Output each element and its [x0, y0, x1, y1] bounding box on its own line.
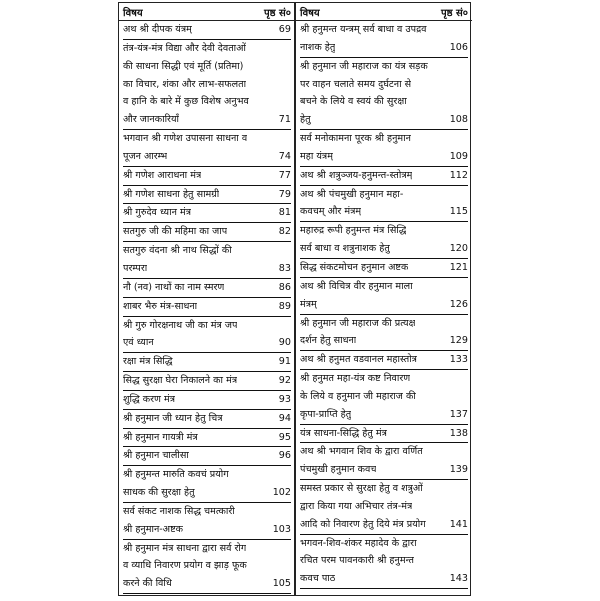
right-subject-header: विषय	[300, 7, 320, 19]
toc-entry-title: सर्व बाधा व शत्रुनाशक हेतु	[300, 243, 390, 255]
toc-entry-title: श्री हनुमत महा-यंत्र कष्ट निवारण	[300, 373, 411, 385]
toc-entry-page	[452, 535, 468, 553]
toc-entry-page	[452, 480, 468, 498]
toc-entry-title: रक्षा मंत्र सिद्धि	[123, 356, 173, 368]
toc-entry-title: साधक की सुरक्षा हेतु	[123, 487, 195, 499]
toc-entry-title: की साधना सिद्धी एवं मूर्ति (प्रतिमा)	[123, 60, 244, 72]
toc-entry-page	[452, 76, 468, 94]
toc-entry-page: 94	[278, 412, 291, 424]
toc-entry-row	[300, 516, 468, 535]
toc-entry-title: महा यंत्रम्	[300, 150, 333, 162]
toc-entry-title: तंत्र-यंत्र-मंत्र विद्या और देवी देवताओं	[123, 42, 246, 54]
toc-entry-title: पूजन आरम्भ	[123, 150, 168, 162]
toc-entry-row	[300, 461, 468, 480]
toc-entry-title: अथ श्री विचित्र वीर हनुमान माला	[300, 280, 413, 292]
toc-entry-page	[452, 130, 468, 148]
toc-entry-page	[452, 498, 468, 516]
toc-entry-row	[123, 575, 291, 594]
toc-entry-page: 141	[449, 518, 468, 530]
toc-entry-row	[300, 76, 468, 94]
toc-entry-row	[123, 40, 291, 58]
toc-entry-page: 93	[278, 393, 291, 405]
toc-entry-title: यंत्र साधना-सिद्धि हेतु मंत्र	[300, 427, 387, 439]
toc-entry-row	[300, 406, 468, 425]
toc-entry-row	[300, 39, 468, 58]
toc-entry-title: कवचम् और मंत्रम्	[300, 206, 362, 218]
toc-entry-title: श्री हनुमान-अष्टक	[123, 523, 184, 535]
toc-entry-title: व व्याधि निवारण प्रयोग व झाड़ फूक	[123, 560, 247, 572]
toc-entry-row	[300, 351, 468, 370]
toc-entry-row	[300, 278, 468, 296]
toc-entry-row	[123, 167, 291, 186]
toc-entry-row	[123, 317, 291, 335]
table-of-contents	[118, 2, 471, 596]
toc-entry-row	[123, 21, 291, 40]
toc-entry-row	[300, 259, 468, 278]
toc-entry-title: श्री हनुमन्त यन्त्रम् सर्व बाधा व उपद्रव	[300, 24, 427, 35]
toc-entry-page	[275, 58, 291, 76]
toc-entry-page	[452, 388, 468, 406]
toc-entry-title: नौ (नव) नाथों का नाम स्मरण	[123, 281, 225, 293]
toc-entry-title: बचने के लिये व स्वयं की सुरक्षा	[300, 96, 407, 108]
toc-entry-title: भगवन-शिव-शंकर महादेव के द्वारा	[300, 537, 417, 549]
toc-entry-title: दर्शन हेतु साधना	[300, 335, 357, 347]
toc-entry-title: अथ श्री हनुमत वडवानल महास्तोत्र	[300, 354, 417, 366]
toc-entry-title: सर्व मनोकामना पूरक श्री हनुमान	[300, 133, 411, 145]
toc-entry-title: श्री हनुमान गायत्री मंत्र	[123, 431, 198, 443]
toc-entry-page	[452, 58, 468, 76]
toc-entry-page: 96	[278, 450, 291, 462]
toc-entry-row	[300, 240, 468, 259]
toc-entry-page	[275, 540, 291, 558]
toc-entry-page	[452, 186, 468, 204]
toc-entry-title: कृपा-प्राप्ति हेतु	[300, 408, 352, 420]
toc-entry-page	[275, 76, 291, 94]
toc-entry-title: सतगुरु जी की महिमा का जाप	[123, 226, 228, 238]
toc-entry-title: श्री हनुमान जी ध्यान हेतु चित्र	[123, 412, 223, 424]
toc-entry-title: पंचमुखी हनुमान कवच	[300, 464, 377, 476]
toc-entry-page: 133	[449, 354, 468, 366]
toc-entry-row	[123, 372, 291, 391]
toc-entry-row	[123, 204, 291, 223]
toc-entry-page: 69	[278, 24, 291, 35]
toc-entry-title: नाशक हेतु	[300, 41, 336, 53]
toc-entry-row	[300, 535, 468, 553]
toc-entry-title: हेतु	[300, 114, 311, 126]
toc-entry-row	[300, 498, 468, 516]
left-page-header: पृष्ठ सं०	[263, 7, 291, 19]
toc-entry-row	[300, 186, 468, 204]
toc-entry-page	[275, 40, 291, 58]
toc-entry-row	[300, 296, 468, 315]
toc-entry-page	[275, 503, 291, 521]
toc-entry-title: एवं ध्यान	[123, 337, 154, 349]
toc-entry-row	[300, 167, 468, 186]
toc-entry-page: 77	[278, 169, 291, 181]
toc-entry-title: अथ श्री भगवान शिव के द्वारा वर्णित	[300, 446, 423, 458]
toc-entry-title: श्री गणेश आराधना मंत्र	[123, 169, 202, 181]
toc-entry-row	[123, 429, 291, 448]
toc-entry-title: कवच पाठ	[300, 573, 336, 585]
toc-entry-page: 102	[272, 487, 291, 499]
toc-entry-title: शुद्धि करण मंत्र	[123, 393, 176, 405]
toc-entry-row	[300, 222, 468, 240]
toc-entry-title: सर्व संकट नाशक सिद्ध चमत्कारी	[123, 505, 235, 517]
toc-entry-page: 121	[449, 261, 468, 273]
toc-entry-page: 143	[449, 573, 468, 585]
toc-entry-page	[452, 93, 468, 111]
toc-entry-page: 71	[278, 114, 291, 126]
toc-entry-page: 105	[272, 578, 291, 590]
toc-entry-row	[123, 93, 291, 111]
toc-entry-row	[300, 552, 468, 570]
toc-entry-page: 86	[278, 281, 291, 293]
toc-entry-page	[452, 278, 468, 296]
toc-entry-title: श्री हनुमन्त मारुति कवचं प्रयोग	[123, 469, 229, 481]
toc-entry-row	[123, 76, 291, 94]
toc-entry-page: 79	[278, 188, 291, 200]
toc-entry-row	[123, 260, 291, 279]
toc-entry-page: 106	[449, 41, 468, 53]
toc-entry-title: श्री हनुमान जी महाराज की प्रत्यक्ष	[300, 317, 416, 329]
toc-entry-title: मंत्रम्	[300, 298, 317, 310]
toc-entry-title: पर वाहन चलाते समय दुर्घटना से	[300, 78, 412, 90]
right-column-header	[296, 3, 472, 21]
toc-entry-title: श्री गुरुदेव ध्यान मंत्र	[123, 207, 192, 219]
toc-entry-row	[123, 503, 291, 521]
toc-entry-page: 90	[278, 337, 291, 349]
toc-entry-title: अथ श्री पंचमुखी हनुमान महा-	[300, 188, 404, 200]
toc-entry-page: 95	[278, 431, 291, 443]
toc-entry-page: 120	[449, 243, 468, 255]
toc-entry-page	[452, 443, 468, 461]
toc-entry-page	[275, 130, 291, 148]
toc-entry-title: के लिये व हनुमान जी महाराज की	[300, 390, 416, 402]
toc-entry-row	[123, 242, 291, 260]
toc-entry-page: 82	[278, 226, 291, 238]
toc-entry-page: 138	[449, 427, 468, 439]
toc-entry-page	[275, 317, 291, 335]
toc-entry-row	[123, 58, 291, 76]
left-column-header	[119, 3, 295, 21]
toc-entry-row	[123, 279, 291, 298]
toc-entry-page: 139	[449, 464, 468, 476]
toc-entry-row	[123, 484, 291, 503]
toc-entry-row	[300, 93, 468, 111]
toc-entry-page: 74	[278, 150, 291, 162]
toc-entry-title: श्री हनुमान चालीसा	[123, 450, 189, 462]
toc-entry-title: अथ श्री शत्रुञ्जय-हनुमन्त-स्तोत्रम्	[300, 169, 413, 181]
toc-entry-title: श्री गणेश साधना हेतु सामग्री	[123, 188, 220, 200]
toc-entry-page: 109	[449, 150, 468, 162]
toc-entry-title: व हानि के बारे में कुछ विशेष अनुभव	[123, 96, 249, 108]
toc-entry-row	[123, 223, 291, 242]
toc-entry-title: करने की विधि	[123, 578, 172, 590]
toc-entry-row	[123, 111, 291, 130]
toc-entry-title: सिद्ध संकटमोचन हनुमान अष्टक	[300, 261, 409, 273]
toc-entry-page	[275, 242, 291, 260]
toc-entry-page: 103	[272, 523, 291, 535]
toc-entry-row	[300, 58, 468, 76]
toc-entry-title: महारुद्र रूपी हनुमन्त मंत्र सिद्धि	[300, 225, 407, 237]
toc-entry-page: 108	[449, 114, 468, 126]
toc-entry-row	[300, 148, 468, 167]
toc-entry-title: शाबर भैरु मंत्र-साधना	[123, 300, 198, 312]
left-subject-header: विषय	[123, 7, 143, 19]
toc-entry-row	[300, 443, 468, 461]
toc-entry-row	[300, 21, 468, 39]
left-column	[119, 3, 295, 595]
toc-entry-title: का विचार, शंका और लाभ-सफलता	[123, 78, 247, 90]
toc-entry-row	[300, 570, 468, 589]
right-page-header: पृष्ठ सं०	[440, 7, 468, 19]
toc-entry-page: 89	[278, 300, 291, 312]
toc-entry-page: 81	[278, 207, 291, 219]
toc-entry-page: 129	[449, 335, 468, 347]
toc-entry-row	[123, 557, 291, 575]
left-entry-list	[119, 21, 295, 594]
toc-entry-row	[123, 410, 291, 429]
toc-entry-page: 92	[278, 375, 291, 387]
toc-entry-row	[123, 130, 291, 148]
toc-entry-page	[452, 370, 468, 388]
toc-entry-page: 137	[449, 408, 468, 420]
toc-entry-title: सिद्ध सुरक्षा घेरा निकालने का मंत्र	[123, 375, 238, 387]
toc-entry-row	[300, 203, 468, 222]
toc-entry-row	[123, 334, 291, 353]
toc-entry-row	[123, 353, 291, 372]
toc-entry-row	[123, 298, 291, 317]
right-entry-list	[296, 21, 472, 589]
toc-entry-row	[123, 148, 291, 167]
toc-entry-page	[452, 21, 468, 39]
toc-entry-row	[300, 130, 468, 148]
toc-entry-row	[123, 540, 291, 558]
toc-entry-title: परम्परा	[123, 262, 148, 274]
toc-entry-page	[275, 466, 291, 484]
toc-entry-title: आदि को निवारण हेतु दिये मंत्र प्रयोग	[300, 518, 426, 530]
toc-entry-page: 115	[449, 206, 468, 218]
toc-entry-row	[300, 370, 468, 388]
toc-entry-title: सतगुरु वंदना श्री नाथ सिद्धों की	[123, 245, 232, 257]
toc-entry-row	[123, 391, 291, 410]
toc-entry-row	[300, 315, 468, 333]
toc-entry-title: रचित परम पावनकारी श्री हनुमन्त	[300, 555, 414, 567]
right-column	[296, 3, 472, 595]
toc-entry-title: समस्त प्रकार से सुरक्षा हेतु व शत्रुओं	[300, 483, 423, 495]
toc-entry-page	[452, 552, 468, 570]
toc-entry-page	[275, 557, 291, 575]
toc-entry-title: और जानकारियाँ	[123, 114, 180, 126]
toc-entry-row	[123, 447, 291, 466]
toc-entry-row	[300, 480, 468, 498]
toc-entry-title: श्री हनुमान जी महाराज का यंत्र सड़क	[300, 60, 428, 72]
toc-entry-page	[452, 315, 468, 333]
toc-entry-page: 112	[449, 169, 468, 181]
toc-entry-title: द्वारा किया गया अभिचार तंत्र-मंत्र	[300, 500, 413, 512]
toc-entry-row	[300, 425, 468, 444]
toc-entry-title: श्री गुरु गोरक्षनाथ जी का मंत्र जप	[123, 319, 238, 331]
toc-entry-title: अथ श्री दीपक यंत्रम्	[123, 24, 192, 35]
toc-entry-row	[300, 111, 468, 130]
toc-entry-page: 91	[278, 356, 291, 368]
toc-entry-page: 126	[449, 298, 468, 310]
toc-entry-page	[452, 222, 468, 240]
toc-entry-row	[300, 332, 468, 351]
toc-entry-title: भगवान श्री गणेश उपासना साधना व	[123, 133, 248, 145]
toc-entry-page: 83	[278, 262, 291, 274]
toc-entry-row	[123, 466, 291, 484]
toc-entry-row	[123, 521, 291, 540]
toc-entry-title: श्री हनुमान मंत्र साधना द्वारा सर्व रोग	[123, 542, 247, 554]
toc-entry-row	[123, 186, 291, 205]
toc-entry-page	[275, 93, 291, 111]
toc-entry-row	[300, 388, 468, 406]
